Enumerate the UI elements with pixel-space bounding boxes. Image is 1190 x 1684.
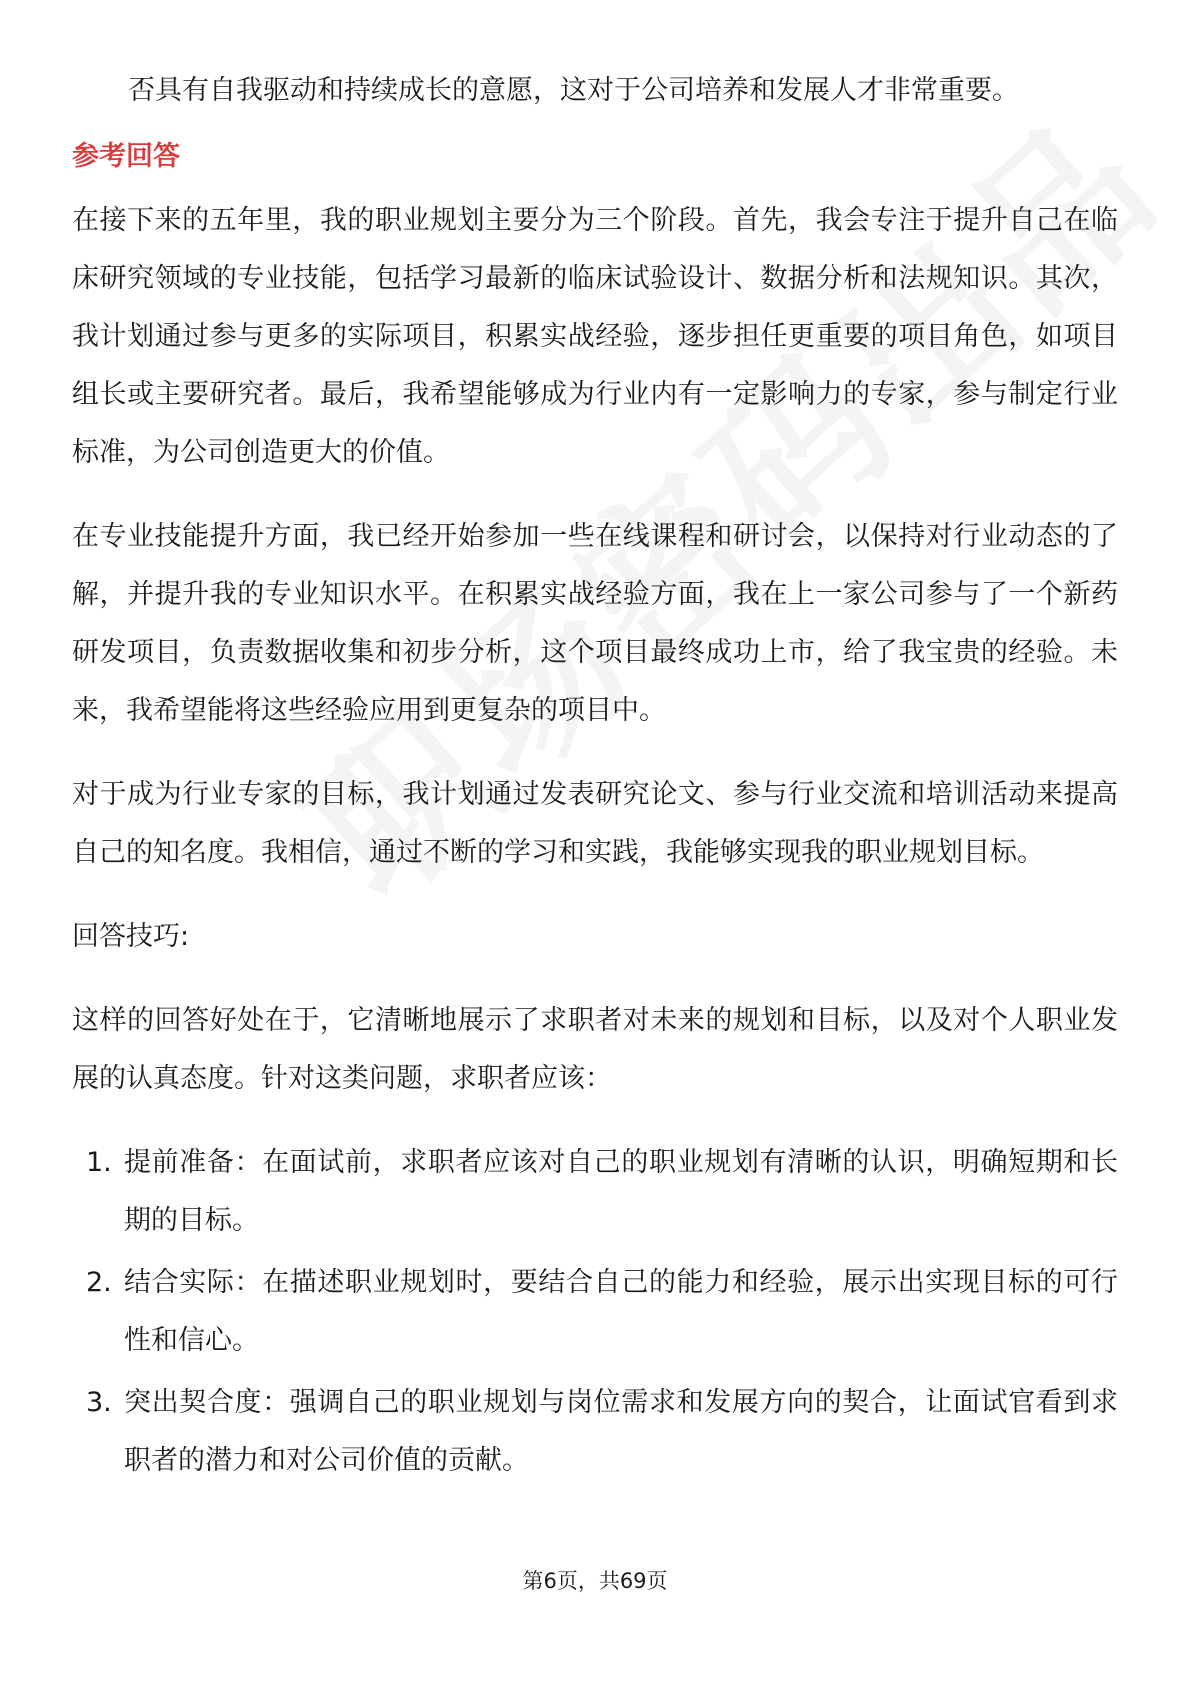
list-item <box>72 1374 1118 1490</box>
answer-paragraph-2: 在专业技能提升方面，我已经开始参加一些在线课程和研讨会，以保持对行业动态的了解，并提升我的专业知识水平。在积累实战经验方面，我在上一家公司参与了一个新药研发项目，负责数据收集和初步分析，这个项目最终成功上市，给了我宝贵的经验。未来，我希望能将这些经验应用到更复杂的项目中。 <box>72 521 1118 726</box>
content <box>72 62 1118 1494</box>
page-footer: 第6页，共69页 <box>522 1569 668 1593</box>
answer-paragraph-1: 在接下来的五年里，我的职业规划主要分为三个阶段。首先，我会专注于提升自己在临床研究领域的专业技能，包括学习最新的临床试验设计、数据分析和法规知识。其次，我计划通过参与更多的实际项目，积累实战经验，逐步担任更重要的项目角色，如项目组长或主要研究者。最后，我希望能够成为行业内有一定影响力的专家，参与制定行业标准，为公司创造更大的价值。 <box>72 205 1118 468</box>
section-title: 参考回答 <box>72 141 180 172</box>
tips-label: 回答技巧: <box>72 921 190 952</box>
list-item <box>72 1254 1118 1370</box>
list-item <box>72 1134 1118 1250</box>
list-item-number: 3. <box>86 1387 112 1418</box>
tips-intro: 这样的回答好处在于，它清晰地展示了求职者对未来的规划和目标，以及对个人职业发展的认真态度。针对这类问题，求职者应该： <box>72 1005 1118 1094</box>
list-item-text: 突出契合度：强调自己的职业规划与岗位需求和发展方向的契合，让面试官看到求职者的潜力和对公司价值的贡献。 <box>124 1387 1118 1476</box>
tips-list <box>72 1134 1118 1490</box>
list-item-number: 2. <box>86 1267 112 1298</box>
list-item-text: 提前准备：在面试前，求职者应该对自己的职业规划有清晰的认识，明确短期和长期的目标。 <box>124 1147 1118 1236</box>
list-item-number: 1. <box>86 1147 112 1178</box>
list-item-text: 结合实际：在描述职业规划时，要结合自己的能力和经验，展示出实现目标的可行性和信心。 <box>124 1267 1118 1356</box>
intro-text: 否具有自我驱动和持续成长的意愿，这对于公司培养和发展人才非常重要。 <box>128 75 1019 106</box>
answer-paragraph-3: 对于成为行业专家的目标，我计划通过发表研究论文、参与行业交流和培训活动来提高自己的知名度。我相信，通过不断的学习和实践，我能够实现我的职业规划目标。 <box>72 779 1118 868</box>
